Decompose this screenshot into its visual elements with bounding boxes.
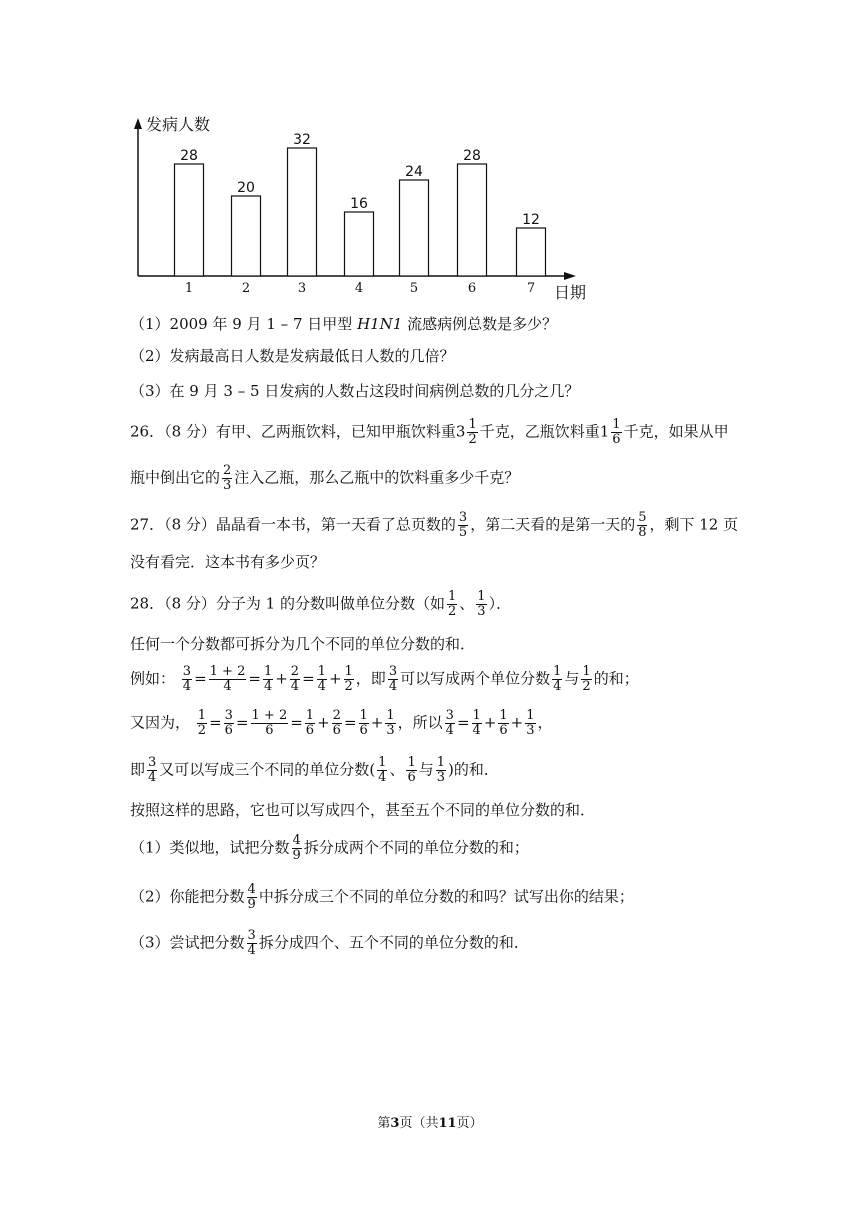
frac-num: 1: [263, 664, 273, 679]
footer-text: 页（共: [399, 1116, 439, 1131]
q28-text: 的和；: [593, 669, 639, 688]
frac-den: 4: [263, 679, 273, 694]
frac-num: 3: [224, 708, 233, 723]
frac-den: 2: [447, 604, 457, 619]
bar-value-label: 32: [293, 132, 311, 148]
equals: =: [209, 713, 222, 732]
q25-part2: [130, 345, 455, 367]
q25-part2-text: （2）发病最高日人数是发病最低日人数的几倍？: [130, 347, 455, 365]
q28-frac: [388, 665, 398, 694]
frac-den: 3: [223, 478, 232, 493]
y-axis-label: 发病人数: [146, 115, 211, 134]
frac-num: 1: [197, 708, 207, 723]
q26-frac3: [222, 464, 232, 493]
frac-den: 3: [386, 723, 395, 738]
q27-line2: [130, 551, 325, 573]
frac-den: 4: [182, 679, 192, 694]
x-tick-label: 7: [526, 281, 536, 296]
plus: +: [317, 713, 330, 732]
frac-num: 3: [148, 755, 157, 770]
q28-example-line: [130, 665, 639, 694]
frac-num: 1: [582, 664, 591, 679]
q28-frac: [385, 709, 395, 738]
frac-den: 4: [553, 679, 562, 694]
frac-den: 9: [292, 848, 301, 863]
q28-frac: [525, 709, 535, 738]
equals: =: [302, 669, 315, 688]
frac-den: 2: [344, 679, 353, 694]
q28-frac: [332, 709, 342, 738]
q27-text3: ，剩下 12 页: [649, 515, 739, 534]
q28-frac: [197, 709, 207, 738]
equals: =: [194, 669, 207, 688]
x-tick-label: 3: [297, 281, 307, 296]
bar: [175, 164, 204, 276]
q28-text: ，: [537, 713, 553, 732]
frac-den: 2: [468, 432, 477, 447]
q28-sep: 、: [389, 760, 405, 779]
frac-num: 1: [468, 417, 477, 432]
frac-den: 4: [472, 723, 481, 738]
frac-den: 6: [359, 723, 368, 738]
bar-value-label: 24: [405, 164, 423, 180]
q28-frac: [472, 709, 482, 738]
frac-den: 8: [638, 525, 647, 540]
q28-frac: [251, 709, 289, 738]
q27-text2: ，第二天看的是第一天的: [470, 515, 636, 534]
q26-text: 26．（8 分）有甲、乙两瓶饮料，已知甲瓶饮料重: [130, 422, 456, 441]
q28-frac: [476, 590, 486, 619]
frac-num: 4: [247, 882, 256, 897]
q28-frac: [445, 709, 455, 738]
frac-num: 1: [407, 755, 416, 770]
x-axis-label: 日期: [554, 283, 587, 300]
q28-frac: [209, 665, 247, 694]
q26-text3: 千克，如果从甲: [623, 422, 729, 441]
page-number: 3: [390, 1116, 400, 1131]
q28-frac: [552, 665, 562, 694]
frac-num: 5: [638, 510, 647, 525]
q28-sub1-text2: 拆分成两个不同的单位分数的和；: [303, 838, 529, 857]
frac-den: 6: [407, 770, 416, 785]
frac-den: 6: [499, 723, 508, 738]
q25-part3-text: （3）在 9 月: [130, 382, 219, 400]
x-tick-label: 1: [184, 281, 194, 296]
q28-sub3-text: （3）尝试把分数: [130, 933, 245, 952]
frac-den: 6: [224, 723, 233, 738]
frac-num: 1: [553, 664, 562, 679]
q28-text: 又因为，: [130, 713, 191, 732]
q28-line1: [130, 590, 511, 619]
frac-num: 1 + 2: [209, 664, 246, 679]
bar: [400, 180, 429, 276]
q25-part3: [130, 380, 579, 402]
q28-frac: [406, 756, 416, 785]
equals: =: [343, 713, 357, 732]
equals: =: [290, 713, 303, 732]
footer-text: 页）: [456, 1116, 483, 1131]
q28-sub2: [130, 883, 634, 912]
frac-den: 4: [317, 679, 326, 694]
frac-num: 1: [344, 664, 353, 679]
frac-den: 4: [388, 679, 398, 694]
frac-den: 3: [526, 723, 535, 738]
page-footer: [0, 1112, 860, 1131]
frac-den: 4: [223, 679, 232, 694]
q26-text4: 瓶中倒出它的: [130, 468, 221, 487]
x-tick-label: 6: [467, 281, 477, 296]
frac-num: 1: [472, 708, 481, 723]
frac-num: 3: [388, 664, 398, 679]
q28-sub2-text2: 中拆分成三个不同的单位分数的和吗？试写出你的结果；: [258, 887, 634, 906]
frac-den: 3: [436, 770, 446, 785]
bar-value-label: 28: [180, 148, 198, 164]
q28-text: ，所以: [397, 713, 443, 732]
q28-sub1-frac: [292, 834, 302, 863]
q28-frac: [263, 665, 273, 694]
q28-frac: [436, 756, 446, 785]
q28-sub3: [130, 929, 529, 958]
q28-sub1-text: （1）类似地，试把分数: [130, 838, 290, 857]
q28-frac: [147, 756, 157, 785]
q25-part1-virus: H1N1: [357, 315, 403, 333]
frac-num: 1: [378, 755, 387, 770]
q28-frac: [581, 665, 591, 694]
frac-den: 9: [247, 897, 256, 912]
q26-line1: [130, 418, 729, 447]
q25-part3-text2: 日发病的人数占这段时间病例总数的几分之几？: [264, 382, 580, 400]
plus: +: [328, 669, 342, 688]
frac-den: 4: [247, 943, 256, 958]
q28-frac: [359, 709, 369, 738]
plus: +: [370, 713, 384, 732]
q28-line6: [130, 799, 595, 821]
q25-part1-range: 1 – 7: [266, 315, 303, 333]
frac-num: 1: [386, 708, 395, 723]
frac-num: 1: [499, 708, 508, 723]
frac-num: 3: [445, 708, 454, 723]
q28-sub2-frac: [247, 883, 257, 912]
x-tick-label: 4: [354, 281, 364, 296]
bar-value-label: 12: [522, 212, 540, 228]
frac-num: 4: [292, 833, 301, 848]
x-axis-arrow: [564, 272, 576, 280]
frac-den: 2: [582, 679, 591, 694]
frac-den: 3: [477, 604, 486, 619]
q26-line2: [130, 464, 519, 493]
frac-num: 1: [359, 708, 368, 723]
q28-sub1: [130, 834, 529, 863]
q28-text: 28．（8 分）分子为 1 的分数叫做单位分数（如: [130, 594, 445, 613]
paren-close: ): [448, 760, 454, 779]
bar: [232, 196, 261, 276]
q28-frac: [305, 709, 315, 738]
q28-sub3-frac: [247, 929, 257, 958]
q26-frac2: [611, 418, 621, 447]
frac-num: 1: [447, 589, 457, 604]
frac-num: 1: [526, 708, 535, 723]
q26-frac1: [467, 418, 477, 447]
frac-num: 1: [317, 664, 326, 679]
q28-frac: [290, 665, 300, 694]
frac-num: 1: [477, 589, 486, 604]
frac-num: 2: [332, 708, 341, 723]
q25-part1-text3: 流感病例总数是多少？: [407, 315, 558, 333]
bar-chart: [120, 108, 600, 300]
frac-den: 6: [332, 723, 341, 738]
frac-den: 6: [305, 723, 315, 738]
equals: =: [456, 713, 470, 732]
q27-text4: 没有看完．这本书有多少页？: [130, 553, 326, 571]
frac-num: 2: [290, 664, 300, 679]
q26-whole1: 3: [455, 422, 466, 441]
q28-frac: [377, 756, 387, 785]
q26-whole2: 1: [599, 422, 610, 441]
frac-num: 1 + 2: [251, 708, 288, 723]
frac-den: 5: [458, 525, 468, 540]
q28-text: 与: [418, 760, 434, 779]
bar: [288, 148, 317, 276]
q26-text2: 千克，乙瓶饮料重: [479, 422, 600, 441]
q28-sub3-text2: 拆分成四个、五个不同的单位分数的和．: [258, 933, 529, 952]
q28-example-label: 例如：: [130, 669, 176, 688]
q28-text: 即: [130, 760, 146, 779]
y-axis-arrow: [134, 118, 142, 129]
x-tick-label: 5: [409, 281, 419, 296]
plus: +: [510, 713, 524, 732]
q28-text: 的和．: [453, 760, 499, 779]
bar: [517, 228, 546, 276]
q28-sub2-text: （2）你能把分数: [130, 887, 245, 906]
q28-frac: [447, 590, 457, 619]
frac-den: 4: [378, 770, 387, 785]
frac-num: 3: [247, 928, 256, 943]
q28-text: 与: [564, 669, 580, 688]
q28-frac: [224, 709, 234, 738]
frac-num: 2: [223, 463, 232, 478]
frac-num: 1: [436, 755, 446, 770]
x-tick-label: 2: [241, 281, 251, 296]
paren-open: (: [369, 760, 376, 779]
q27-text: 27．（8 分）晶晶看一本书，第一天看了总页数的: [130, 515, 456, 534]
q28-line2: [130, 633, 475, 655]
plus: +: [275, 669, 288, 688]
q28-frac: [182, 665, 192, 694]
q28-frac: [498, 709, 508, 738]
q25-part1-text2: 日甲型: [307, 315, 353, 333]
q28-frac: [344, 665, 354, 694]
q28-text3: 任何一个分数都可拆分为几个不同的单位分数的和．: [130, 635, 476, 653]
frac-den: 4: [290, 679, 300, 694]
frac-num: 3: [458, 510, 468, 525]
q25-part3-range: 3 – 5: [223, 382, 260, 400]
frac-num: 1: [305, 708, 315, 723]
frac-den: 6: [612, 432, 621, 447]
bar-value-label: 20: [237, 180, 255, 196]
q28-frac: [317, 665, 327, 694]
q27-frac1: [458, 511, 468, 540]
frac-den: 4: [148, 770, 157, 785]
bar-value-label: 16: [350, 196, 368, 212]
footer-text: 第: [377, 1116, 391, 1131]
q28-also-line: [130, 709, 553, 738]
frac-den: 2: [197, 723, 207, 738]
q28-text: ，即: [355, 669, 386, 688]
q25-part1-text: （1）2009 年 9 月: [130, 315, 262, 333]
q28-thus-line: [130, 756, 499, 785]
q27-line1: [130, 511, 738, 540]
q27-frac2: [637, 511, 647, 540]
q28-sep: 、: [459, 594, 475, 613]
frac-num: 1: [612, 417, 621, 432]
q28-text2: ）．: [488, 594, 512, 613]
bar-value-label: 28: [463, 148, 481, 164]
equals: =: [248, 669, 261, 688]
frac-den: 4: [445, 723, 454, 738]
bar: [458, 164, 487, 276]
equals: =: [235, 713, 249, 732]
frac-den: 6: [265, 723, 274, 738]
q25-part1: [130, 313, 557, 335]
q28-text: 可以写成两个单位分数: [400, 669, 551, 688]
plus: +: [483, 713, 497, 732]
frac-num: 3: [182, 664, 192, 679]
q26-text5: 注入乙瓶，那么乙瓶中的饮料重多少千克？: [234, 468, 520, 487]
q28-text: 按照这样的思路，它也可以写成四个，甚至五个不同的单位分数的和．: [130, 801, 596, 819]
total-pages: 11: [438, 1116, 457, 1131]
q28-text: 又可以写成三个不同的单位分数: [159, 760, 370, 779]
bar: [345, 212, 374, 276]
